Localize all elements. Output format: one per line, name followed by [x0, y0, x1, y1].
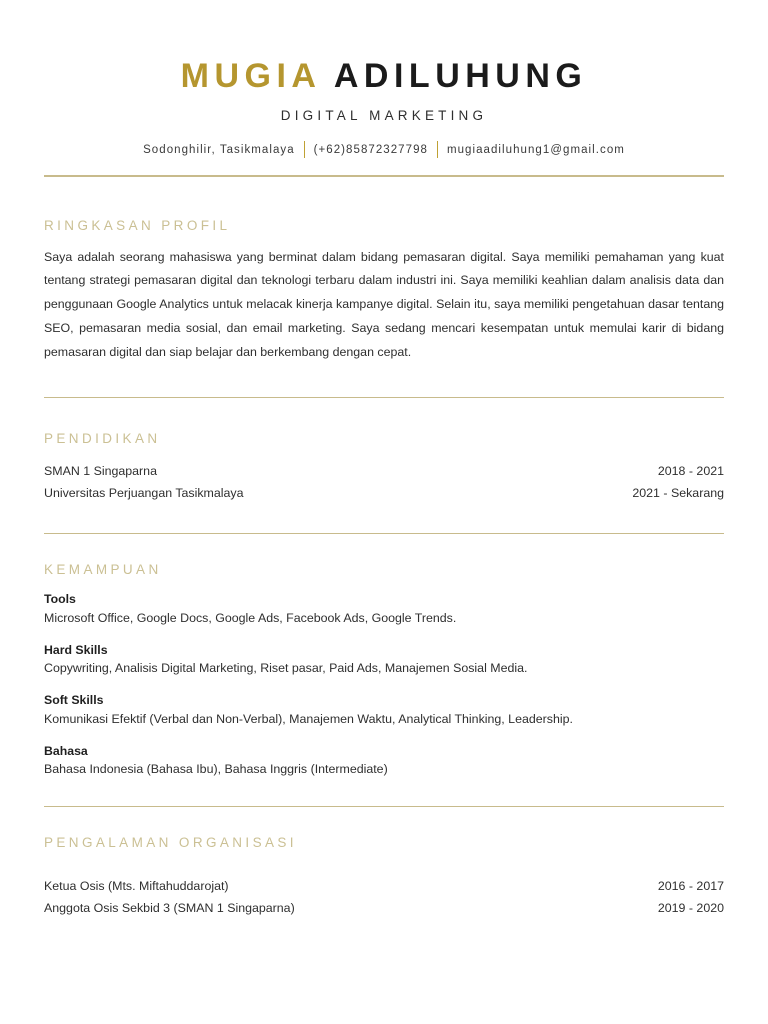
skill-value: Komunikasi Efektif (Verbal dan Non-Verbal), Manajemen Waktu, Analytical Thinking, Leadership. — [44, 711, 573, 726]
summary-body: Saya adalah seorang mahasiswa yang berminat dalam bidang pemasaran digital. Saya memiliki pemahaman yang kuat tentang strategi pemasaran digital dan teknologi terbaru dalam industri ini. Saya memiliki keahlian dalam analisis data dan penggunaan Google Analytics untuk melacak kinerja kampanye digital. Selain itu, saya memiliki pengetahuan dasar tentang SEO, pemasaran media sosial, dan email marketing. Saya sedang mencari kesempatan untuk memulai karir di bidang pemasaran digital dan siap belajar dan berkembang dengan cepat. — [44, 249, 724, 359]
contact-phone[interactable]: (+62)85872327798 — [313, 143, 428, 156]
skill-label: Soft Skills — [44, 693, 104, 708]
skill-value: Bahasa Indonesia (Bahasa Ibu), Bahasa Inggris (Intermediate) — [44, 762, 388, 777]
contact-bar — [44, 141, 724, 158]
experience-role: Anggota Osis Sekbid 3 (SMAN 1 Singaparna) — [44, 900, 295, 915]
section-summary — [44, 218, 724, 365]
contact-email[interactable]: mugiaadiluhung1@gmail.com — [446, 143, 625, 156]
candidate-name — [44, 56, 724, 96]
education-entry — [44, 461, 724, 483]
section-education — [44, 431, 724, 504]
section-title-education: PENDIDIKAN — [44, 431, 161, 447]
education-institution: Universitas Perjuangan Tasikmalaya — [44, 485, 244, 500]
experience-entry — [44, 876, 724, 898]
skill-label: Hard Skills — [44, 642, 108, 657]
section-experience — [44, 835, 724, 919]
skill-group-languages — [44, 742, 724, 780]
section-title-skills: KEMAMPUAN — [44, 562, 162, 578]
section-divider-2 — [44, 533, 724, 535]
skill-value: Copywriting, Analisis Digital Marketing, Riset pasar, Paid Ads, Manajemen Sosial Media. — [44, 661, 528, 676]
skill-label: Tools — [44, 592, 76, 607]
skill-group-soft-skills — [44, 691, 724, 729]
education-entry — [44, 483, 724, 505]
candidate-last-name: ADILUHUNG — [333, 57, 588, 95]
resume-header — [44, 0, 724, 177]
skill-value: Microsoft Office, Google Docs, Google Ads, Facebook Ads, Google Trends. — [44, 610, 457, 625]
skill-group-hard-skills — [44, 641, 724, 679]
education-period: 2018 - 2021 — [657, 464, 724, 479]
experience-period: 2016 - 2017 — [657, 879, 724, 894]
education-period: 2021 - Sekarang — [632, 485, 724, 500]
header-divider — [44, 175, 724, 177]
candidate-job-title: DIGITAL MARKETING — [280, 108, 488, 124]
experience-period: 2019 - 2020 — [657, 900, 724, 915]
education-entry-list — [44, 461, 724, 504]
section-divider-1 — [44, 397, 724, 399]
section-title-summary: RINGKASAN PROFIL — [44, 217, 231, 233]
skill-label: Bahasa — [44, 744, 88, 759]
section-divider-3 — [44, 806, 724, 808]
candidate-first-name: MUGIA — [180, 57, 321, 95]
section-title-experience: PENGALAMAN ORGANISASI — [44, 835, 297, 851]
experience-entry-list — [44, 876, 724, 919]
contact-location: Sodonghilir, Tasikmalaya — [143, 143, 295, 156]
experience-entry — [44, 898, 724, 920]
section-skills — [44, 562, 724, 780]
skill-group-tools — [44, 590, 724, 628]
education-institution: SMAN 1 Singaparna — [44, 464, 157, 479]
experience-role: Ketua Osis (Mts. Miftahuddarojat) — [44, 879, 229, 894]
